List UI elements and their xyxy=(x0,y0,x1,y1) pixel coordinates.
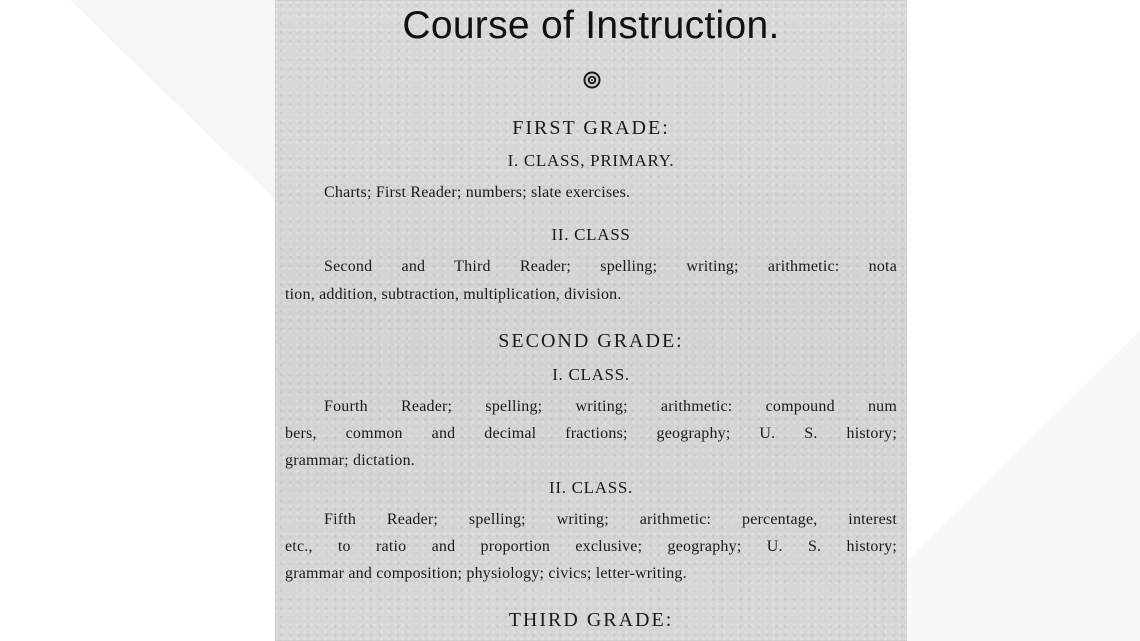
first-grade-class-one-line-1: Charts; First Reader; numbers; slate exercises. xyxy=(324,184,631,201)
first-grade-class-two-heading: II. CLASS xyxy=(551,225,631,244)
second-grade-class-two-line-3: grammar and composition; physiology; civics; letter-writing. xyxy=(285,565,687,582)
first-grade-class-two-line-1: Second and Third Reader; spelling; writing; arithmetic: nota xyxy=(324,258,897,275)
first-grade-class-one-heading: I. CLASS, PRIMARY. xyxy=(507,151,675,170)
double-circle-ornament xyxy=(582,70,602,90)
second-grade-class-two-line-1: Fifth Reader; spelling; writing; arithmetic: percentage, interest xyxy=(324,511,897,528)
second-grade-class-one-line-2: bers, common and decimal fractions; geography; U. S. history; xyxy=(285,425,897,442)
first-grade-heading: FIRST GRADE: xyxy=(512,117,670,139)
second-grade-heading: SECOND GRADE: xyxy=(498,330,684,352)
second-grade-class-two-line-2: etc., to ratio and proportion exclusive; geography; U. S. history; xyxy=(285,538,897,555)
second-grade-class-one-line-3: grammar; dictation. xyxy=(285,452,415,469)
document-title: Course of Instruction. xyxy=(402,4,780,47)
scanned-document-page xyxy=(275,0,907,641)
first-grade-class-two-line-2: tion, addition, subtraction, multiplication, division. xyxy=(285,286,622,303)
second-grade-class-two-heading: II. CLASS. xyxy=(549,478,633,497)
third-grade-heading: THIRD GRADE: xyxy=(508,609,674,631)
second-grade-class-one-heading: I. CLASS. xyxy=(552,365,630,384)
second-grade-class-one-line-1: Fourth Reader; spelling; writing; arithmetic: compound num xyxy=(324,398,897,415)
